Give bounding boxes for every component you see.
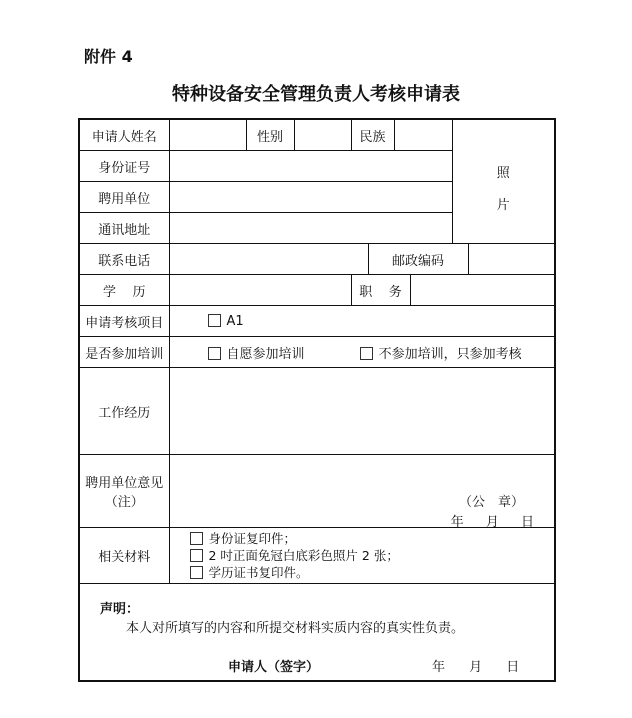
- material-photo-label: 2 吋正面免冠白底彩色照片 2 张；: [208, 548, 399, 563]
- declaration-heading: 声明：: [100, 602, 140, 617]
- id-number-label: 身份证号: [79, 151, 169, 182]
- position-field[interactable]: [410, 275, 555, 306]
- material-diploma-label: 学历证书复印件。: [208, 565, 309, 580]
- training-attend-checkbox[interactable]: [208, 347, 221, 360]
- address-label: 通讯地址: [79, 213, 169, 244]
- material-diploma-checkbox[interactable]: [190, 566, 203, 579]
- photo-box[interactable]: [452, 119, 555, 244]
- position-label: 职 务: [351, 275, 410, 306]
- material-photo-checkbox[interactable]: [190, 549, 203, 562]
- declaration-date: 年 月 日: [432, 660, 520, 675]
- material-item[interactable]: [190, 547, 555, 564]
- address-field[interactable]: [169, 213, 452, 244]
- material-item[interactable]: [190, 564, 555, 581]
- work-history-field[interactable]: [169, 368, 555, 455]
- material-item[interactable]: [190, 530, 555, 547]
- employer-opinion-label-line2: （注）: [104, 495, 144, 510]
- postcode-field[interactable]: [468, 244, 555, 275]
- seal-label: （公 章）: [459, 495, 525, 510]
- employer-opinion-label: [79, 455, 169, 528]
- materials-label: 相关材料: [79, 528, 169, 584]
- exam-item-label: 申请考核项目: [79, 306, 169, 337]
- employer-label: 聘用单位: [79, 182, 169, 213]
- postcode-label: 邮政编码: [368, 244, 468, 275]
- employer-opinion-label-line1: 聘用单位意见: [85, 476, 164, 491]
- material-id-checkbox[interactable]: [190, 532, 203, 545]
- material-id-label: 身份证复印件；: [208, 531, 297, 546]
- exam-item-options: [169, 306, 555, 337]
- training-options: [169, 337, 555, 368]
- declaration-body: 本人对所填写的内容和所提交材料实质内容的真实性负责。: [126, 621, 465, 636]
- photo-label-bottom: 片: [496, 198, 510, 213]
- gender-label: 性别: [246, 119, 294, 151]
- materials-list: [169, 528, 555, 584]
- training-label: 是否参加培训: [79, 337, 169, 368]
- ethnicity-label: 民族: [351, 119, 394, 151]
- training-exam-only-label: 不参加培训，只参加考核: [378, 346, 522, 362]
- employer-field[interactable]: [169, 182, 452, 213]
- gender-field[interactable]: [294, 119, 351, 151]
- application-form: [78, 118, 556, 682]
- declaration-section: [79, 584, 555, 682]
- form-title: 特种设备安全管理负责人考核申请表: [172, 84, 460, 105]
- training-option-exam-only[interactable]: [360, 343, 522, 362]
- signature-label: 申请人（签字）: [228, 660, 320, 675]
- photo-label-top: 照: [496, 166, 510, 181]
- phone-field[interactable]: [169, 244, 368, 275]
- seal-date: 年 月 日: [450, 515, 535, 530]
- training-exam-only-checkbox[interactable]: [360, 347, 373, 360]
- name-field[interactable]: [169, 119, 246, 151]
- employer-opinion-field[interactable]: [169, 455, 555, 528]
- attachment-label: 附件 4: [84, 47, 133, 66]
- exam-item-a1-label: A1: [226, 313, 244, 329]
- training-option-attend[interactable]: [208, 343, 356, 362]
- work-history-label: 工作经历: [79, 368, 169, 455]
- exam-item-a1-option[interactable]: [208, 314, 244, 329]
- name-label: 申请人姓名: [79, 119, 169, 151]
- phone-label: 联系电话: [79, 244, 169, 275]
- id-number-field[interactable]: [169, 151, 452, 182]
- education-field[interactable]: [169, 275, 351, 306]
- exam-item-a1-checkbox[interactable]: [208, 314, 221, 327]
- training-attend-label: 自愿参加培训: [226, 346, 305, 362]
- ethnicity-field[interactable]: [394, 119, 452, 151]
- education-label: 学 历: [79, 275, 169, 306]
